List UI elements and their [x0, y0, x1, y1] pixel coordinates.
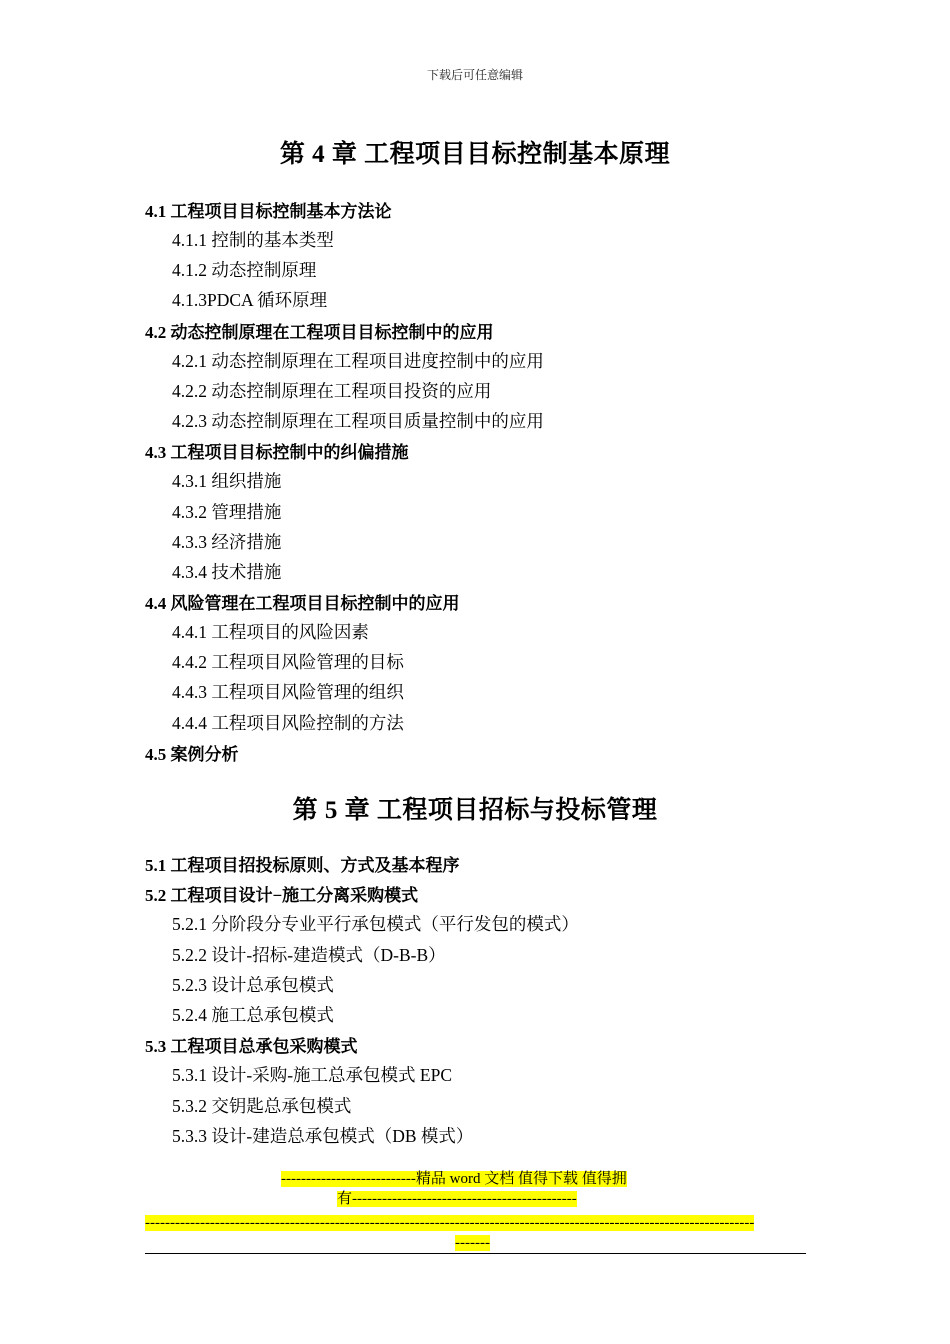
footer-line-3 [145, 1215, 806, 1232]
toc-section-heading: 4.1 工程项目目标控制基本方法论 [145, 202, 392, 221]
toc-subsection-item: 5.3.2 交钥匙总承包模式 [172, 1095, 352, 1116]
footer-line-4 [455, 1235, 490, 1252]
footer-text-4: ------- [455, 1235, 490, 1251]
toc-section-heading: 5.1 工程项目招投标原则、方式及基本程序 [145, 856, 460, 875]
footer-text-3: -------------------------------------------------------------------------------------------------------------------------- [145, 1215, 755, 1231]
toc-subsection-item: 4.4.1 工程项目的风险因素 [172, 622, 369, 643]
toc-subsection-item: 5.3.3 设计-建造总承包模式（DB 模式） [172, 1125, 474, 1146]
toc-subsection-item: 4.3.1 组织措施 [172, 471, 282, 492]
toc-subsection-item: 4.3.3 经济措施 [172, 531, 282, 552]
toc-section-heading: 5.2 工程项目设计−施工分离采购模式 [145, 886, 419, 906]
toc-subsection-item: 4.4.3 工程项目风险管理的组织 [172, 682, 404, 703]
toc-subsection-item: 5.2.2 设计-招标-建造模式（D-B-B） [172, 944, 446, 965]
toc-subsection-item: 4.3.4 技术措施 [172, 561, 282, 582]
toc-section-heading: 4.5 案例分析 [145, 744, 239, 764]
toc-subsection-item: 4.4.2 工程项目风险管理的目标 [172, 652, 404, 673]
toc-subsection-item: 5.2.3 设计总承包模式 [172, 974, 334, 995]
toc-section-heading: 4.2 动态控制原理在工程项目目标控制中的应用 [145, 322, 494, 342]
footer-text-2: 有--------------------------------------------- [337, 1191, 577, 1207]
toc-subsection-item: 4.4.4 工程项目风险控制的方法 [172, 712, 404, 733]
chapter-5-title: 第 5 章 工程项目招标与投标管理 [292, 797, 658, 824]
toc-subsection-item: 4.1.3PDCA 循环原理 [172, 290, 328, 311]
footer-text-1: ---------------------------精品 word 文档 值得下载 值得拥 [281, 1171, 627, 1187]
page-header: 下载后可任意编辑 [426, 68, 523, 82]
chapter-4-title: 第 4 章 工程项目目标控制基本原理 [279, 141, 671, 168]
toc-subsection-item: 4.3.2 管理措施 [172, 501, 282, 522]
toc-subsection-item: 4.1.1 控制的基本类型 [172, 230, 334, 251]
footer-rule [145, 1253, 806, 1254]
footer-line-2 [337, 1187, 577, 1208]
toc-subsection-item: 4.2.3 动态控制原理在工程项目质量控制中的应用 [172, 411, 544, 432]
toc-subsection-item: 5.3.1 设计-采购-施工总承包模式 EPC [172, 1065, 452, 1086]
toc-subsection-item: 5.2.4 施工总承包模式 [172, 1005, 334, 1025]
toc-section-heading: 4.4 风险管理在工程项目目标控制中的应用 [145, 593, 460, 613]
toc-subsection-item: 4.2.2 动态控制原理在工程项目投资的应用 [172, 380, 492, 401]
toc-subsection-item: 4.1.2 动态控制原理 [172, 260, 317, 281]
footer-line-1 [281, 1167, 627, 1188]
toc-subsection-item: 4.2.1 动态控制原理在工程项目进度控制中的应用 [172, 350, 544, 371]
toc-subsection-item: 5.2.1 分阶段分专业平行承包模式（平行发包的模式） [172, 914, 579, 935]
toc-section-heading: 5.3 工程项目总承包采购模式 [145, 1037, 358, 1057]
toc-section-heading: 4.3 工程项目目标控制中的纠偏措施 [145, 443, 409, 463]
